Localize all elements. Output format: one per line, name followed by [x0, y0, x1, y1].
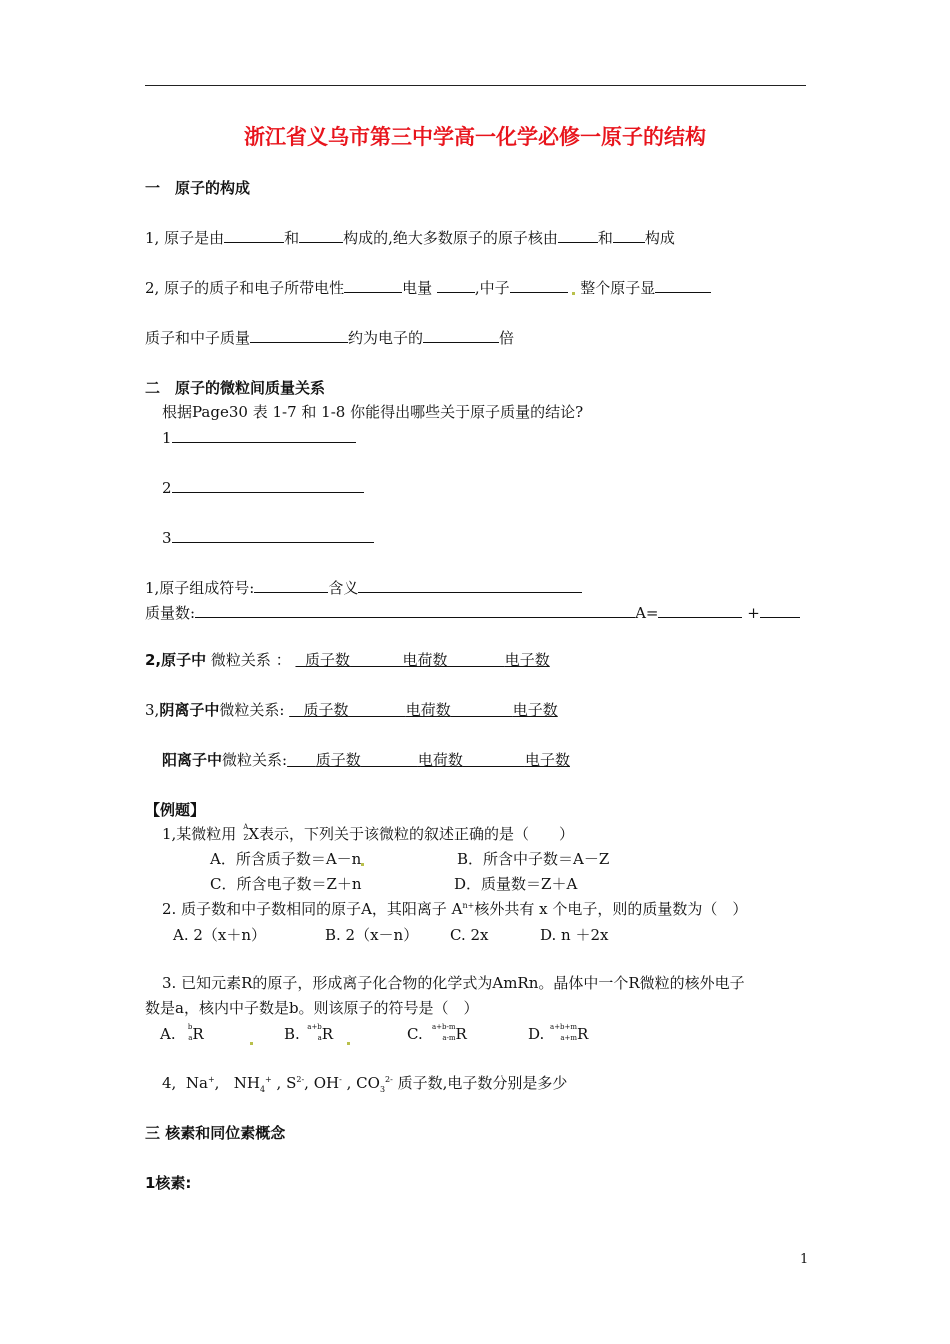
- isotope-a-bottom: a: [188, 1034, 193, 1042]
- anion-rel-electrons: 电子数: [512, 701, 558, 719]
- q3-blank-2[interactable]: [423, 327, 499, 343]
- conclusion-2-num: 2: [162, 479, 172, 497]
- example-4-tail: 质子数,电子数分别是多少: [397, 1074, 568, 1092]
- stray-mark-dot: [250, 1042, 253, 1045]
- q2-text-d: 整个原子显: [580, 279, 656, 297]
- stray-mark: [250, 1028, 253, 1048]
- ammonium-subscript: 4: [259, 1085, 266, 1094]
- stray-mark: [347, 1028, 350, 1048]
- atom-rel-underline: [295, 650, 595, 670]
- example-2-option-b: B. 2（x－n）: [325, 926, 419, 944]
- option-a-label: A.: [160, 1025, 176, 1043]
- carbonate-ion: CO: [356, 1074, 380, 1092]
- example-3-option-d: [528, 1024, 588, 1044]
- anion-relation: [145, 700, 601, 720]
- question-3: [145, 327, 514, 348]
- q3-text-a: 质子和中子质量: [145, 329, 251, 347]
- isotope-c: [428, 1025, 456, 1041]
- anion-rel-title: 阴离子中: [159, 701, 220, 719]
- cation-rel-protons: 质子数: [315, 751, 361, 769]
- atom-rel-electrons: 电子数: [504, 651, 550, 669]
- mass-number: A: [243, 823, 249, 831]
- header-rule: [145, 85, 806, 86]
- example-1-stem-b: 表示，下列关于该微粒的叙述正确的是（ ）: [259, 825, 575, 843]
- atom-rel-title: 原子中: [161, 651, 207, 669]
- question-1: [145, 227, 675, 248]
- isotope-notation: [236, 825, 248, 841]
- carbonate-charge: 2-: [385, 1075, 393, 1084]
- example-1-option-b: B．所含中子数＝A－Z: [457, 850, 610, 868]
- sodium-charge: +: [207, 1075, 215, 1084]
- isotope-c-bottom: a-m: [442, 1034, 456, 1042]
- q1-blank-1[interactable]: [224, 227, 284, 243]
- cation-rel-electrons: 电子数: [524, 751, 570, 769]
- isotope-a: [180, 1025, 192, 1041]
- example-1-option-c: C．所含电子数＝Z＋n: [210, 875, 362, 893]
- meaning-blank[interactable]: [358, 577, 582, 593]
- mass-blank-3[interactable]: [760, 602, 800, 618]
- hydroxide-ion: OH: [313, 1074, 340, 1092]
- isotope-b: [300, 1025, 322, 1041]
- q1-text-e: 构成: [644, 229, 675, 247]
- stray-mark: [572, 292, 575, 295]
- sulfide-charge: 2-: [296, 1075, 305, 1084]
- anion-rel-protons: 质子数: [303, 701, 349, 719]
- q1-text-c: 构成的,绝大多数原子的原子核由: [343, 229, 558, 247]
- cation-rel-title: 阳离子中: [162, 751, 223, 769]
- cation-rel-label: 微粒关系:: [222, 751, 288, 769]
- example-4: [162, 1073, 567, 1093]
- examples-heading: 【例题】: [145, 801, 206, 819]
- cation-rel-charge: 电荷数: [417, 751, 463, 769]
- q2-blank-2[interactable]: [437, 277, 475, 293]
- q1-text-b: 和: [284, 229, 300, 247]
- element-r: R: [455, 1025, 467, 1043]
- mass-blank[interactable]: [195, 602, 635, 618]
- symbol-line: [145, 577, 582, 598]
- conclusion-1-num: 1: [162, 429, 172, 447]
- stray-mark: [361, 863, 364, 866]
- meaning-label: 含义: [328, 579, 359, 597]
- atomic-number: Z: [243, 834, 249, 842]
- q1-blank-2[interactable]: [299, 227, 343, 243]
- section2-heading: 二 原子的微粒间质量关系: [145, 379, 326, 397]
- element-r: R: [577, 1025, 589, 1043]
- atom-rel-num: 2,: [145, 651, 162, 669]
- atom-relation: [145, 650, 595, 670]
- isotope-c-top: a+b-m: [431, 1023, 456, 1031]
- example-1-option-d: D．质量数＝Z＋A: [454, 875, 578, 893]
- q2-blank-4[interactable]: [655, 277, 711, 293]
- example-2-option-c: C. 2x: [450, 926, 489, 944]
- sodium-ion: Na: [185, 1074, 208, 1092]
- element-symbol: X: [248, 825, 259, 843]
- option-b-label: B.: [284, 1025, 300, 1043]
- mass-label: 质量数:: [145, 604, 196, 622]
- example-2-stem-b: 核外共有 x 个电子，则的质量数为（ ）: [474, 900, 748, 918]
- example-1-option-a: [210, 849, 364, 869]
- q3-blank-1[interactable]: [250, 327, 348, 343]
- conclusion-3-blank[interactable]: [172, 527, 374, 543]
- example-3-option-b: [284, 1024, 333, 1044]
- hydroxide-charge: -: [339, 1075, 342, 1084]
- anion-rel-num: 3,: [145, 701, 160, 719]
- option-d-label: D.: [528, 1025, 545, 1043]
- example-2-stem-a: 2. 质子数和中子数相同的原子A，其阳离子 A: [162, 900, 463, 918]
- element-r: R: [321, 1025, 334, 1043]
- page-title: 浙江省义乌市第三中学高一化学必修一原子的结构: [244, 125, 706, 149]
- section1-heading: 一 原子的构成: [145, 179, 251, 197]
- example-3-line-1: 3. 已知元素R的原子，形成离子化合物的化学式为AmRn。晶体中一个R微粒的核外电子: [162, 974, 745, 992]
- mass-line: [145, 602, 800, 623]
- separator: ,: [214, 1074, 220, 1092]
- example-3-option-c: [407, 1024, 467, 1044]
- example-2-stem: [162, 899, 747, 919]
- q1-blank-4[interactable]: [613, 227, 645, 243]
- page-number: 1: [800, 1252, 809, 1267]
- example-4-num: 4,: [162, 1074, 177, 1092]
- section3-heading: 三 核素和同位素概念: [145, 1124, 286, 1142]
- q2-text-c: ,中子: [474, 279, 510, 297]
- atom-rel-protons: 质子数: [305, 651, 351, 669]
- anion-rel-underline: [289, 700, 601, 720]
- q1-text-d: 和: [597, 229, 613, 247]
- conclusion-1-blank[interactable]: [172, 427, 356, 443]
- anion-rel-charge: 电荷数: [405, 701, 451, 719]
- plus-sign: +: [747, 604, 760, 622]
- q2-text-a: 2, 原子的质子和电子所带电性: [145, 279, 345, 297]
- q2-text-b: 电量: [402, 279, 437, 297]
- example-1-stem: [162, 824, 574, 844]
- atom-rel-charge: 电荷数: [402, 651, 448, 669]
- example-3-line-2: 数是a，核内中子数是b。则该原子的符号是（ ）: [145, 999, 479, 1017]
- ion-charge: n+: [462, 901, 475, 910]
- conclusion-3: [162, 527, 374, 548]
- q1-blank-3[interactable]: [558, 227, 598, 243]
- example-2-option-d: D. n ＋2x: [540, 926, 609, 944]
- mass-blank-2[interactable]: [658, 602, 742, 618]
- element-r: R: [192, 1025, 204, 1043]
- example-2-option-a: A. 2（x＋n）: [173, 926, 267, 944]
- q3-text-b: 约为电子的: [348, 329, 424, 347]
- sulfide-ion: S: [286, 1074, 297, 1092]
- isotope-d-bottom: a+m: [560, 1034, 578, 1042]
- question-2: [145, 277, 711, 298]
- isotope-b-top: a+b: [307, 1023, 322, 1031]
- q1-text-a: 1, 原子是由: [145, 229, 225, 247]
- q3-text-c: 倍: [499, 329, 515, 347]
- cation-rel-underline: [287, 750, 607, 770]
- symbol-blank[interactable]: [254, 577, 328, 593]
- q2-blank-1[interactable]: [344, 277, 402, 293]
- conclusion-1: [162, 427, 356, 448]
- section2-intro: 根据Page30 表 1-7 和 1-8 你能得出哪些关于原子质量的结论?: [162, 403, 584, 421]
- example-1-stem-a: 1,某微粒用: [162, 825, 237, 843]
- example-3-option-a: [160, 1024, 204, 1044]
- atom-rel-label: 微粒关系 ：: [206, 651, 291, 669]
- separator: ,: [346, 1074, 352, 1092]
- carbonate-subscript: 3: [379, 1085, 386, 1094]
- mass-formula-label: A=: [635, 604, 659, 622]
- cation-relation: [162, 750, 607, 770]
- stray-mark-dot: [347, 1042, 350, 1045]
- isotope-a-top: b: [187, 1023, 193, 1031]
- separator: ,: [276, 1074, 282, 1092]
- anion-rel-label: 微粒关系:: [219, 701, 285, 719]
- conclusion-2: [162, 477, 364, 498]
- conclusion-3-num: 3: [162, 529, 172, 547]
- isotope-d-top: a+b+m: [550, 1023, 578, 1031]
- conclusion-2-blank[interactable]: [172, 477, 364, 493]
- option-c-label: C.: [407, 1025, 423, 1043]
- nuclide-label: 1核素:: [145, 1174, 192, 1192]
- separator: ,: [304, 1074, 309, 1092]
- ammonium-charge: +: [265, 1075, 272, 1084]
- option-a-text: A．所含质子数＝A－n: [210, 850, 362, 868]
- ammonium-ion: NH: [233, 1074, 260, 1092]
- symbol-label: 1,原子组成符号:: [145, 579, 255, 597]
- q2-blank-3[interactable]: [510, 277, 568, 293]
- isotope-b-bottom: a: [317, 1034, 322, 1042]
- isotope-d: [549, 1025, 577, 1041]
